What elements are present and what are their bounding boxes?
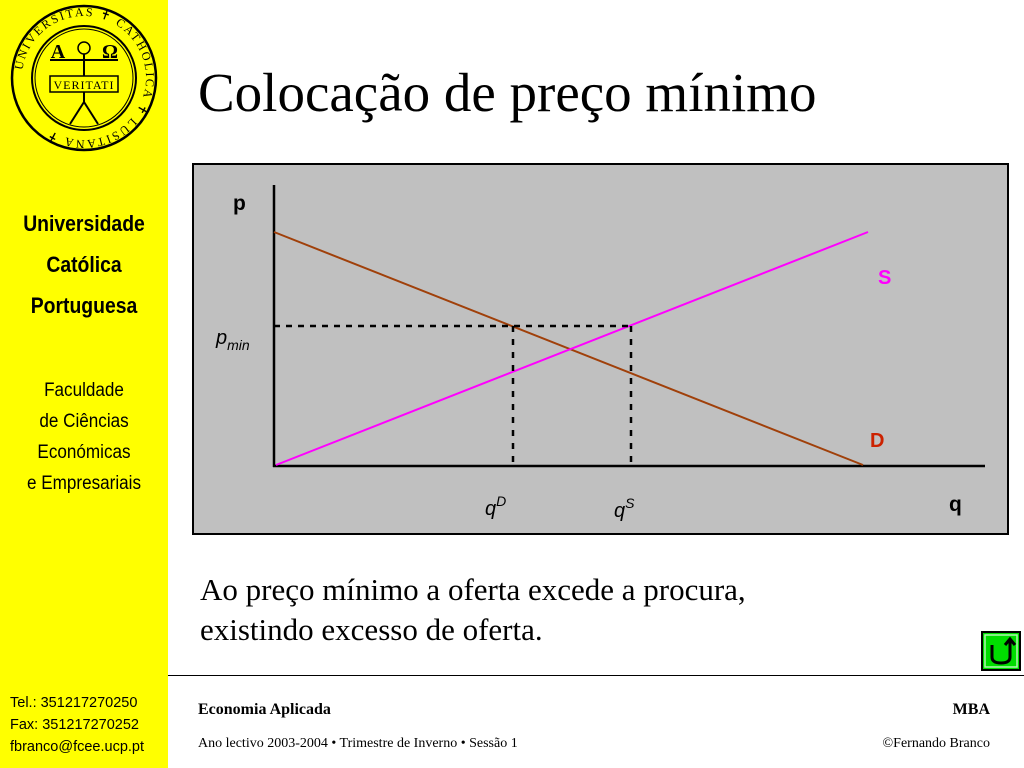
footer-divider [168, 675, 1024, 676]
faculty-line: e Empresariais [26, 473, 142, 494]
qs-superscript: S [625, 495, 635, 511]
university-line: Católica [46, 252, 122, 277]
faculty-line: de Ciências [39, 411, 129, 432]
university-seal-logo [6, 2, 162, 154]
price-min-subscript: min [227, 337, 250, 353]
svg-text:VERITATI: VERITATI [53, 78, 115, 92]
sidebar [0, 0, 168, 768]
x-axis-label: q [949, 493, 962, 516]
telephone: Tel.: 351217270250 [10, 695, 138, 711]
university-line: Universidade [23, 211, 145, 236]
supply-label: S [878, 267, 892, 289]
university-name [0, 203, 168, 326]
svg-text:A: A [50, 41, 66, 63]
fax: Fax: 351217270252 [10, 717, 139, 733]
diagram-background [193, 164, 1008, 534]
note-line: Ao preço mínimo a oferta excede a procura, [200, 572, 746, 607]
demand-label: D [870, 430, 885, 452]
slide-note [200, 570, 930, 650]
footer-author: ©Fernando Branco [882, 736, 990, 751]
contact-info [10, 692, 168, 758]
qs-base: q [614, 500, 626, 522]
footer-course: Economia Aplicada [198, 701, 331, 718]
supply-demand-diagram [192, 163, 1009, 535]
faculty-name [0, 375, 168, 499]
svg-text:UNIVERSITAS ✝ CATHOLICA ✝ LUSI: UNIVERSITAS ✝ CATHOLICA ✝ LUSITANA ✝ [11, 4, 158, 152]
svg-text:Ω: Ω [101, 41, 119, 63]
email-link[interactable]: fbranco@fcee.ucp.pt [10, 739, 145, 755]
qd-superscript: D [496, 493, 507, 509]
university-line: Portuguesa [30, 293, 138, 318]
slide-title: Colocação de preço mínimo [198, 62, 817, 123]
note-line: existindo excesso de oferta. [200, 612, 543, 647]
qd-base: q [485, 498, 497, 520]
faculty-line: Económicas [37, 442, 131, 463]
price-min-base: p [216, 327, 228, 349]
y-axis-label: p [233, 192, 246, 215]
faculty-line: Faculdade [44, 380, 124, 401]
back-button[interactable] [981, 631, 1021, 671]
footer-session: Ano lectivo 2003-2004 • Trimestre de Inverno • Sessão 1 [198, 736, 518, 751]
footer-program: MBA [952, 701, 990, 718]
